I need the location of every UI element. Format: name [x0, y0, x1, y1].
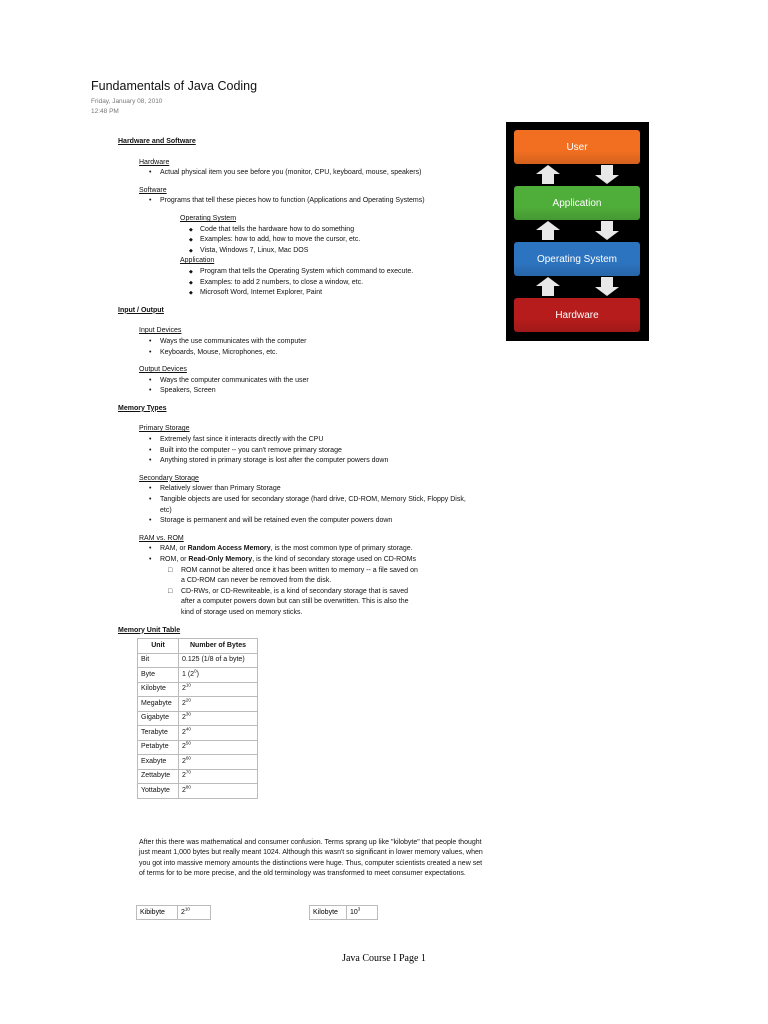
table-row: Kilobyte $2^{10}$	[138, 682, 258, 697]
arrow-down-icon	[595, 221, 619, 240]
arrow-up-icon	[536, 277, 560, 296]
table-row: Exabyte $2^{60}$	[138, 755, 258, 770]
list-item: • Keyboards, Mouse, Microphones, etc.	[118, 348, 490, 359]
section-heading-hardware-software: Hardware and Software	[118, 138, 196, 145]
arrow-up-icon	[536, 165, 560, 184]
table-row: Terabyte $2^{40}$	[138, 726, 258, 741]
list-item: ◆ Microsoft Word, Internet Explorer, Paint	[118, 288, 490, 299]
section-heading-input-output: Input / Output	[118, 306, 164, 314]
layer-user: User	[514, 130, 640, 164]
layer-application: Application	[514, 186, 640, 220]
closing-paragraph: After this there was mathematical and consumer confusion. Terms sprang up like "kilobyte" that people thought just meant 1,000 bytes but really meant 1024. Although this wasn't so significant in lower memory values, when you got into massive memory amounts the distinctions were huge. Thus, computer scientists created a new set of terms for to be more precise, and the old terminology was transformed to meet consumer expectations.	[139, 839, 483, 878]
list-item: □ CD-RWs, or CD-Rewriteable, is a kind of secondary storage that is saved after a computer powers down but can still be overwritten. This is also the kind of storage used on memory sticks.	[118, 587, 418, 619]
layer-operating-system: Operating System	[514, 242, 640, 276]
subheading-ram-vs-rom: RAM vs. ROM	[139, 534, 184, 542]
list-item: • Storage is permanent and will be retained even the computer powers down	[118, 516, 490, 527]
table-row: Yottabyte $2^{80}$	[138, 784, 258, 799]
kibibyte-table	[136, 905, 211, 920]
table-row: Kibibyte $2^{10}$	[137, 906, 211, 920]
list-item: ◆ Code that tells the hardware how to do something	[118, 225, 490, 236]
list-item: • Speakers, Screen	[118, 386, 490, 397]
column-header-bytes: Number of Bytes	[179, 639, 258, 654]
subheading-application: Application	[180, 257, 215, 265]
list-item-ram: • RAM, or Random Access Memory, is the most common type of primary storage.	[118, 544, 490, 555]
list-item: • Actual physical item you see before you (monitor, CPU, keyboard, mouse, speakers)	[118, 168, 490, 179]
list-item: ◆ Examples: to add 2 numbers, to close a window, etc.	[118, 278, 490, 289]
arrow-up-icon	[536, 221, 560, 240]
layer-hardware: Hardware	[514, 298, 640, 332]
table-row: Byte 1 $(2^0)$	[138, 668, 258, 683]
list-item: • Tangible objects are used for secondary storage (hard drive, CD-ROM, Memory Stick, Floppy Disk, etc)	[118, 495, 490, 516]
subheading-software: Software	[139, 186, 167, 194]
software-layers-diagram	[506, 122, 649, 341]
list-item: • Ways the computer communicates with the user	[118, 376, 490, 387]
kilobyte-table	[309, 905, 378, 920]
subheading-input-devices: Input Devices	[139, 327, 182, 335]
page-title: Fundamentals of Java Coding	[91, 79, 258, 93]
page-date: Friday, January 08, 2010	[91, 98, 163, 105]
subheading-primary-storage: Primary Storage	[139, 425, 190, 433]
list-item: ◆ Program that tells the Operating System which command to execute.	[118, 267, 490, 278]
list-item: • Extremely fast since it interacts directly with the CPU	[118, 435, 490, 446]
table-row: Kilobyte $10^3$	[310, 906, 378, 920]
arrow-down-icon	[595, 165, 619, 184]
table-row: Megabyte $2^{20}$	[138, 697, 258, 712]
list-item: • Built into the computer -- you can't remove primary storage	[118, 446, 490, 457]
page-footer: Java Course I Page 1	[342, 953, 426, 964]
section-heading-memory-unit-table: Memory Unit Table	[118, 626, 181, 634]
list-item-rom: • ROM, or Read-Only Memory, is the kind of secondary storage used on CD-ROMs	[118, 555, 490, 566]
subheading-hardware: Hardware	[139, 158, 170, 166]
list-item: • Anything stored in primary storage is lost after the computer powers down	[118, 456, 490, 467]
subheading-output-devices: Output Devices	[139, 366, 187, 374]
subheading-secondary-storage: Secondary Storage	[139, 474, 199, 482]
list-item: • Ways the use communicates with the computer	[118, 337, 490, 348]
table-row: Bit 0.125 (1/8 of a byte)	[138, 653, 258, 668]
list-item: ◆ Examples: how to add, how to move the cursor, etc.	[118, 235, 490, 246]
list-item: □ ROM cannot be altered once it has been written to memory -- a file saved on a CD-ROM can never be removed from the disk.	[118, 566, 418, 587]
notes-body	[118, 137, 490, 799]
subheading-operating-system: Operating System	[180, 214, 237, 222]
arrow-down-icon	[595, 277, 619, 296]
memory-unit-table	[137, 638, 258, 799]
column-header-unit: Unit	[138, 639, 179, 654]
list-item: • Relatively slower than Primary Storage	[118, 484, 490, 495]
table-header-row	[138, 639, 258, 654]
list-item: ◆ Vista, Windows 7, Linux, Mac DOS	[118, 246, 490, 257]
table-row: Petabyte $2^{50}$	[138, 740, 258, 755]
table-row: Zettabyte $2^{70}$	[138, 769, 258, 784]
diagram-arrows	[506, 122, 649, 341]
list-item: • Programs that tell these pieces how to function (Applications and Operating Systems)	[118, 196, 490, 207]
page-time: 12:48 PM	[91, 108, 119, 115]
table-row: Gigabyte $2^{30}$	[138, 711, 258, 726]
section-heading-memory-types: Memory Types	[118, 404, 167, 412]
